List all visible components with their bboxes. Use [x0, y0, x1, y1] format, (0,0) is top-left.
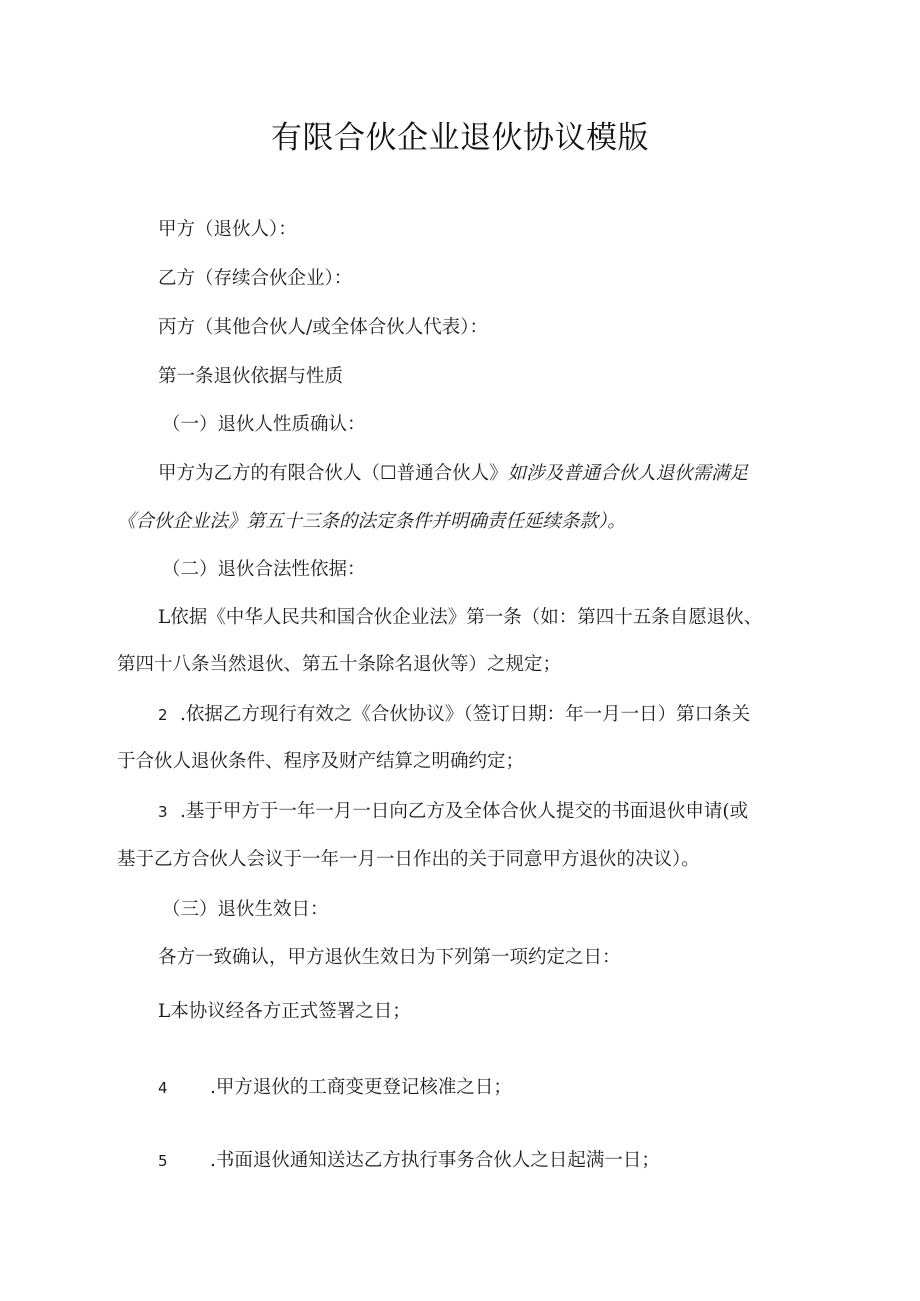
basis-1-line-2: 第四十八条当然退伙、第五十条除名退伙等）之规定；: [117, 654, 562, 675]
effective-item-2-number: 4: [158, 1079, 168, 1097]
effective-item-3: [158, 1149, 660, 1173]
basis-2-line-2: 于合伙人退伙条件、程序及财产结算之明确约定；: [117, 751, 525, 772]
section-3-heading: （三）退伙生效日：: [162, 899, 329, 920]
section-1-heading: （一）退伙人性质确认：: [162, 414, 366, 435]
effective-item-3-text: .书面退伙通知送达乙方执行事务合伙人之日起满一日；: [210, 1150, 660, 1171]
section-3-intro: 各方一致确认，甲方退伙生效日为下列第一项约定之日：: [158, 947, 621, 968]
basis-2-number: 2: [158, 706, 168, 724]
article-1-heading: 第一条退伙依据与性质: [158, 366, 344, 387]
effective-item-2: [158, 1076, 512, 1100]
effective-item-1: L本协议经各方正式签署之日；: [158, 1001, 411, 1022]
document-title: 有限合伙企业退伙协议模版: [271, 120, 649, 156]
basis-2-text: .依据乙方现行有效之《合伙协议》（签订日期：年一月一日）第口条关: [180, 704, 751, 725]
section-1-text-italic: 如涉及普通合伙人退伙需满足: [507, 463, 749, 484]
basis-1-line-1: L依据《中华人民共和国合伙企业法》第一条（如：第四十五条自愿退伙、: [158, 607, 763, 628]
basis-3-line-1: [158, 800, 748, 824]
basis-3-line-2: 基于乙方合伙人会议于一年一月一日作出的关于同意甲方退伙的决议）。: [117, 849, 700, 870]
effective-item-2-text: .甲方退伙的工商变更登记核准之日；: [210, 1077, 512, 1098]
section-1-paragraph-line-2: 《合伙企业法》第五十三条的法定条件并明确责任延续条款）。: [117, 511, 626, 532]
effective-item-3-number: 5: [158, 1152, 168, 1170]
basis-3-number: 3: [158, 803, 168, 821]
section-1-paragraph-line-1: [158, 462, 748, 486]
party-b-line: 乙方（存续合伙企业）：: [158, 268, 353, 289]
section-1-text-normal: 甲方为乙方的有限合伙人（☐普通合伙人》: [158, 463, 508, 484]
party-a-line: 甲方（退伙人）：: [158, 219, 297, 240]
section-2-heading: （二）退伙合法性依据：: [162, 559, 366, 580]
basis-3-text: .基于甲方于一年一月一日向乙方及全体合伙人提交的书面退伙申请(或: [180, 801, 749, 822]
party-c-line: 丙方（其他合伙人/或全体合伙人代表）：: [158, 317, 488, 338]
basis-2-line-1: [158, 703, 750, 727]
